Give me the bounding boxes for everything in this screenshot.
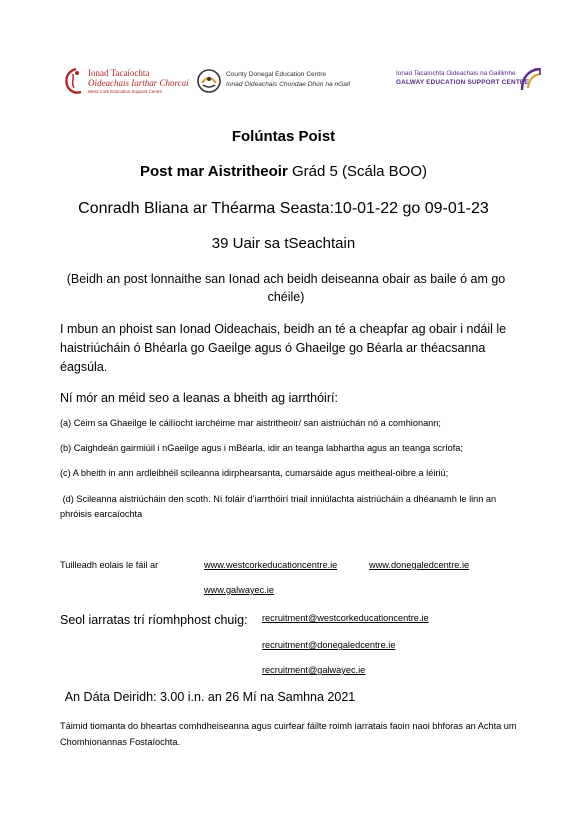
info-label: Tuilleadh eolais le fáil ar [60, 560, 159, 570]
galway-logo-line2: GALWAY EDUCATION SUPPORT CENTRE [396, 79, 530, 86]
location-note: (Beidh an post lonnaithe san Ionad ach beidh deiseanna obair as baile ó am go chéile) [66, 272, 506, 304]
westcork-email-link[interactable]: recruitment@westcorkeducationcentre.ie [262, 613, 429, 623]
west-cork-logo-line2: Oideachais Iarthar Chorcaí [88, 78, 189, 88]
page-title: Folúntas Poist [231, 128, 336, 145]
donegal-logo-line1: County Donegal Education Centre [226, 71, 327, 78]
galway-website-link[interactable]: www.galwayec.ie [204, 585, 274, 595]
west-cork-logo-line1: Ionad Tacaíochta [88, 68, 150, 78]
donegal-email-link[interactable]: recruitment@donegaledcentre.ie [262, 640, 396, 650]
post-title-grade: Grád 5 (Scála BOO) [287, 163, 428, 180]
west-cork-emblem-icon [62, 66, 88, 96]
equality-statement: Táimid tiomanta do bheartas comhdheiseanna agus cuirfear fáilte roimh iarratais faoin naoi bhforas an Achta um Chomhionannas Fostaíochta. [60, 721, 517, 747]
requirement-item: (b) Caighdeán gairmiúil i nGaeilge agus i mBéarla, idir an teanga labhartha agus an teanga scríofa; [60, 443, 463, 453]
job-description: I mbun an phoist san Ionad Oideachais, beidh an té a cheapfar ag obair i ndáil le haistriúcháin ó Bhéarla go Gaeilge agus ó Ghaeilge go Béarla ar théacsanna éagsúla. [60, 322, 507, 374]
requirements-intro: Ní mór an méid seo a leanas a bheith ag iarrthóirí: [60, 391, 338, 405]
west-cork-logo-line3: West Cork Education Support Centre [88, 89, 162, 94]
west-cork-logo [62, 66, 192, 98]
deadline: An Dáta Deiridh: 3.00 i.n. an 26 Mí na Samhna 2021 [62, 690, 356, 704]
apply-label: Seol iarratas trí ríomhphost chuig: [60, 613, 248, 627]
galway-emblem-icon [518, 66, 544, 94]
donegal-website-link[interactable]: www.donegaledcentre.ie [369, 560, 470, 570]
requirement-item: (a) Céim sa Ghaeilge le cáilíocht iarchéime mar aistritheoir/ san aistriúchán nó a comhionann; [60, 418, 441, 428]
contract-line: Conradh Bliana ar Théarma Seasta:10-01-22 go 09-01-23 [78, 200, 489, 217]
requirement-item: (d) Scileanna aistriúcháin den scoth. Ní foláir d’iarrthóirí triail inniúlachta aistriúcháin a dhéanamh le linn an phróisis earcaíochta [60, 494, 499, 519]
galway-logo-line1: Ionad Tacaíochta Oideachais na Gaillimhe [396, 70, 516, 77]
galway-logo [396, 66, 546, 98]
post-title [0, 163, 567, 180]
requirement-item: (c) A bheith in ann ardleibhéil scileanna idirphearsanta, cumarsáide agus meitheal-oibre a léiriú; [60, 468, 449, 478]
donegal-logo [196, 68, 371, 94]
galway-email-link[interactable]: recruitment@galwayec.ie [262, 665, 366, 675]
donegal-logo-line2: Ionad Oideachais Chondae Dhún na nGall [226, 81, 350, 88]
donegal-emblem-icon [196, 68, 222, 94]
post-title-bold: Post mar Aistritheoir [139, 163, 288, 180]
hours-line: 39 Uair sa tSeachtain [211, 235, 356, 252]
westcork-website-link[interactable]: www.westcorkeducationcentre.ie [204, 560, 338, 570]
